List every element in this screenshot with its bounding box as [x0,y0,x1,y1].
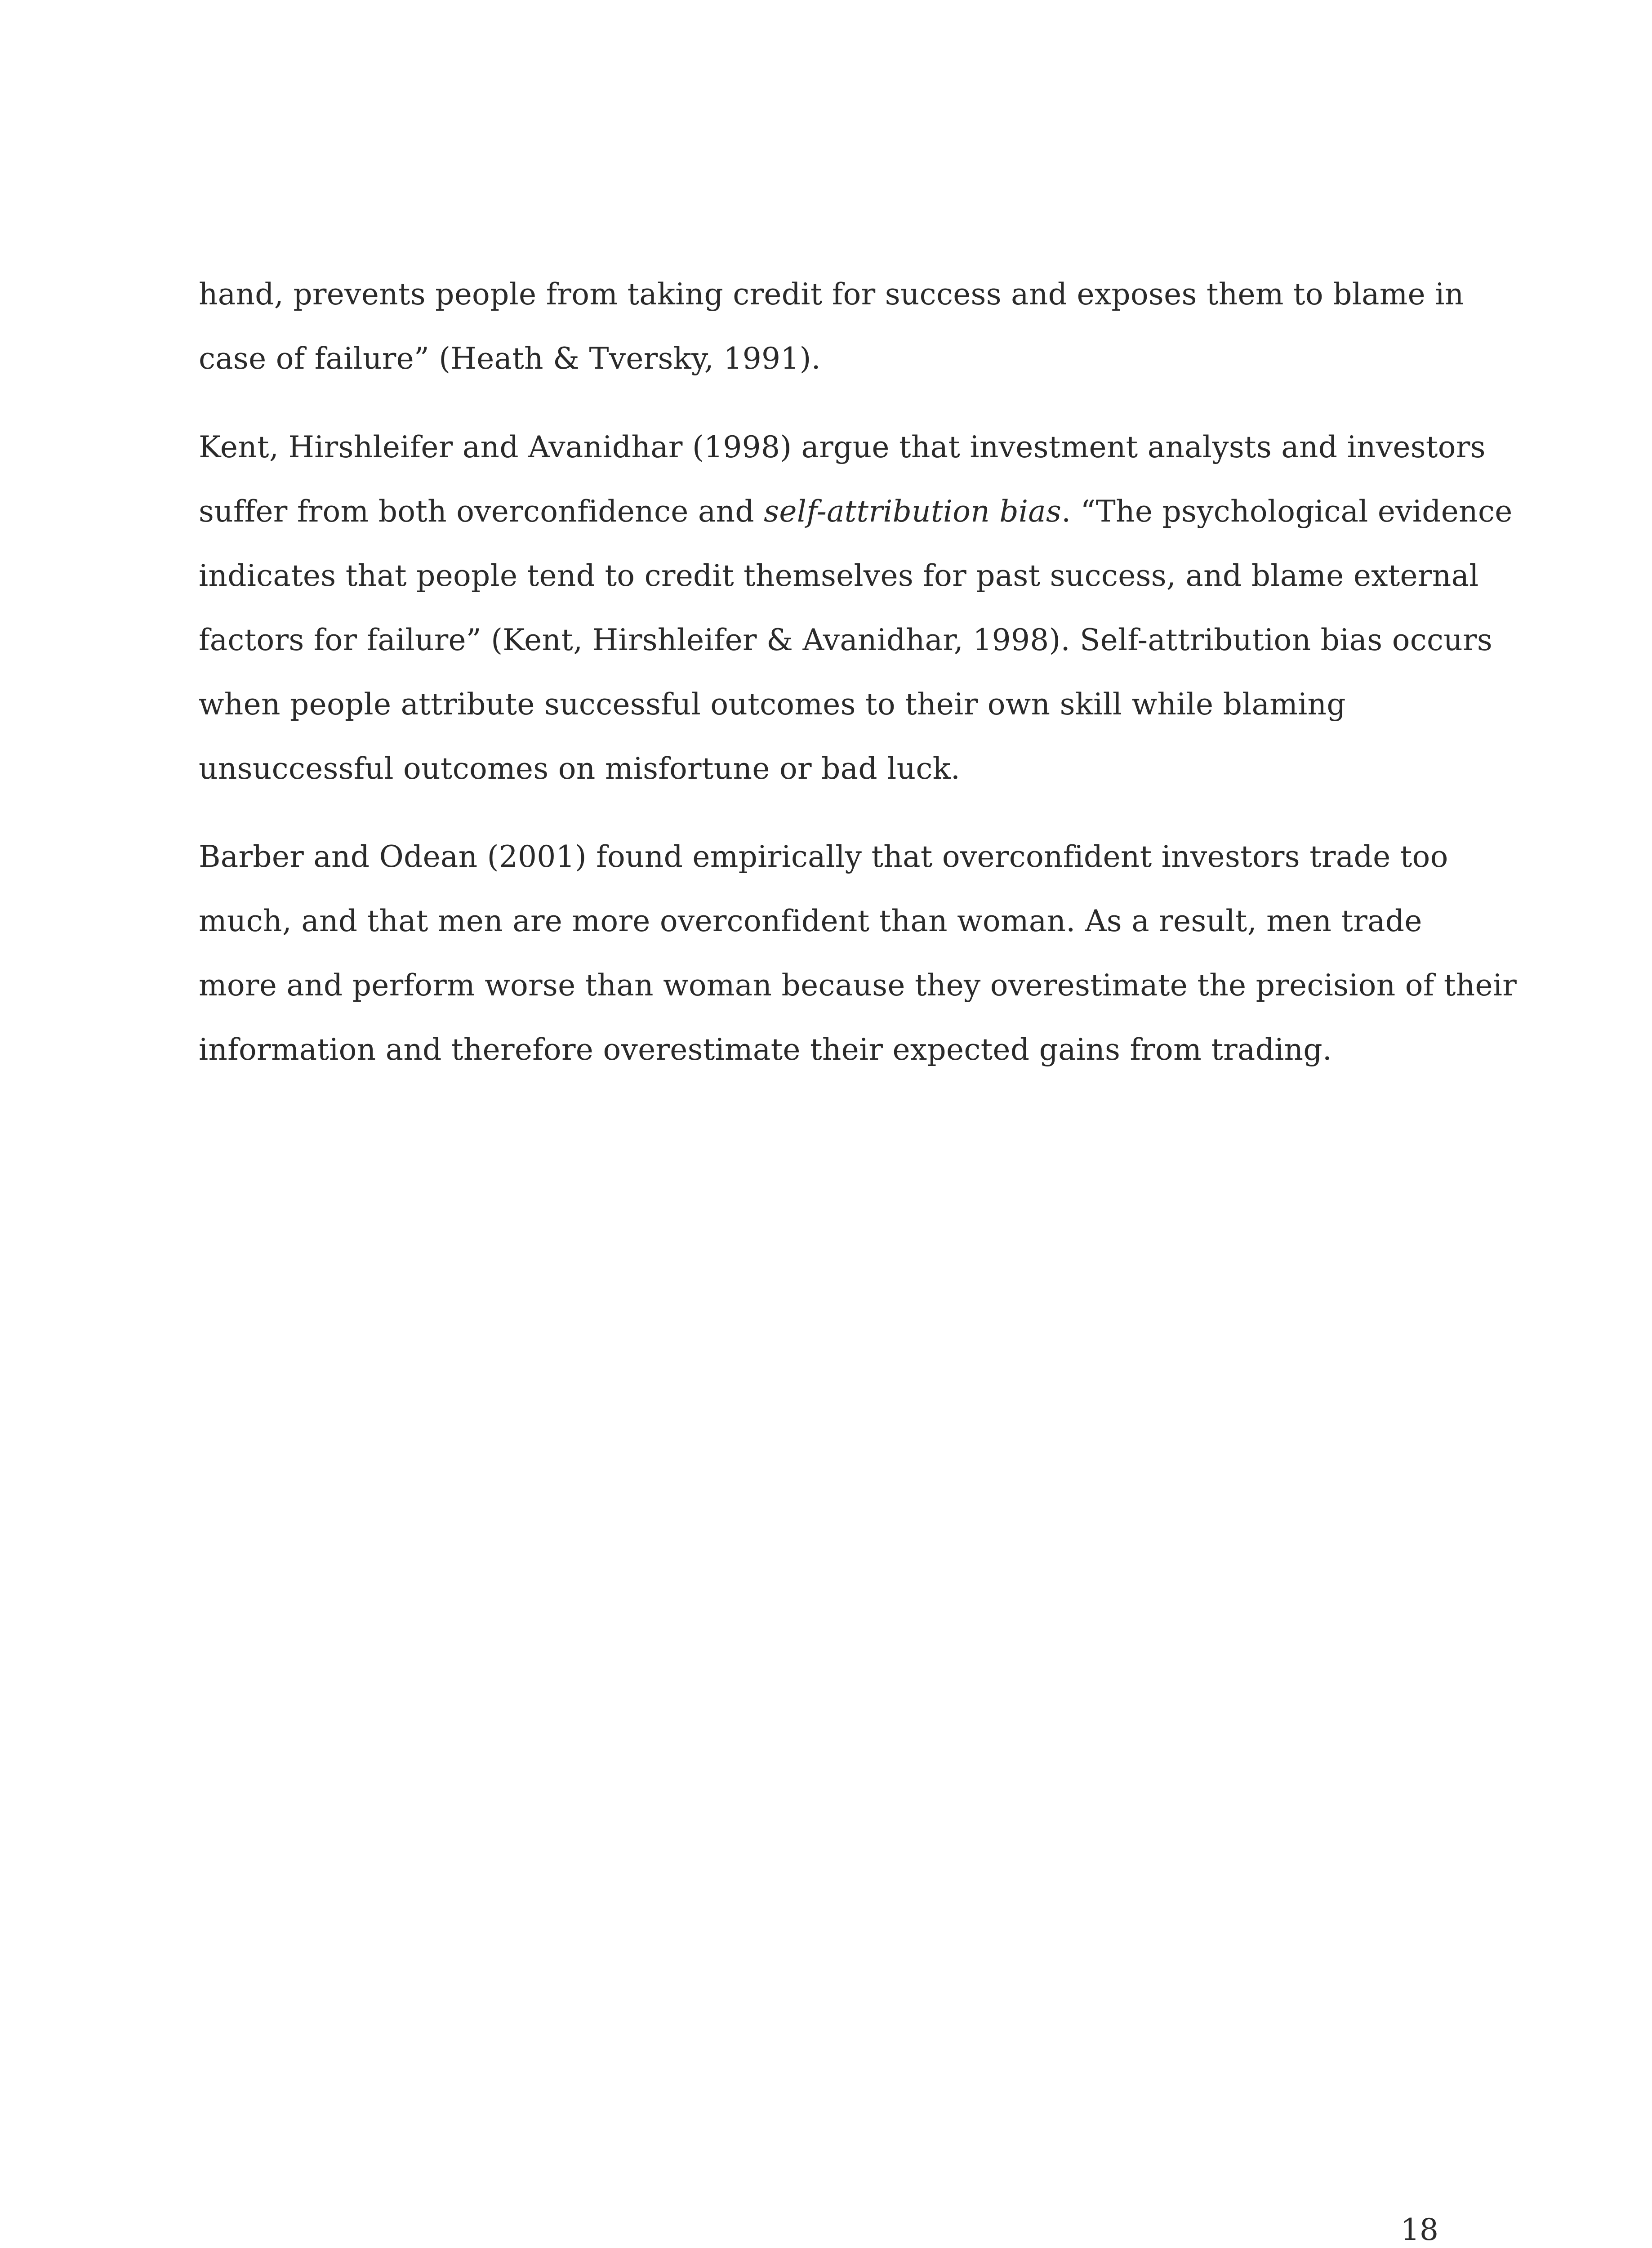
text-line: case of failure” (Heath & Tversky, 1991). [199,341,821,376]
text-line: unsuccessful outcomes on misfortune or bad luck. [199,751,961,786]
text-line: much, and that men are more overconfident than woman. As a result, men trade [199,904,1422,938]
text-line: more and perform worse than woman because they overestimate the precision of their [199,968,1517,1003]
text-run: . “The psychological evidence [1061,494,1513,529]
text-run: suffer from both overconfidence and [199,494,764,529]
text-line: Kent, Hirshleifer and Avanidhar (1998) argue that investment analysts and investors [199,430,1486,464]
text-line: information and therefore overestimate their expected gains from trading. [199,1032,1332,1067]
italic-term: self-attribution bias [764,494,1062,529]
text-line: factors for failure” (Kent, Hirshleifer & Avanidhar, 1998). Self-attribution bias occurs [199,623,1493,657]
text-line: Barber and Odean (2001) found empirically that overconfident investors trade too [199,839,1448,874]
text-line: hand, prevents people from taking credit for success and exposes them to blame in [199,277,1464,312]
text-line: indicates that people tend to credit themselves for past success, and blame external [199,558,1479,593]
page-number: 18 [1401,2212,1438,2247]
text-line [199,494,1513,530]
text-line: when people attribute successful outcomes to their own skill while blaming [199,687,1346,722]
